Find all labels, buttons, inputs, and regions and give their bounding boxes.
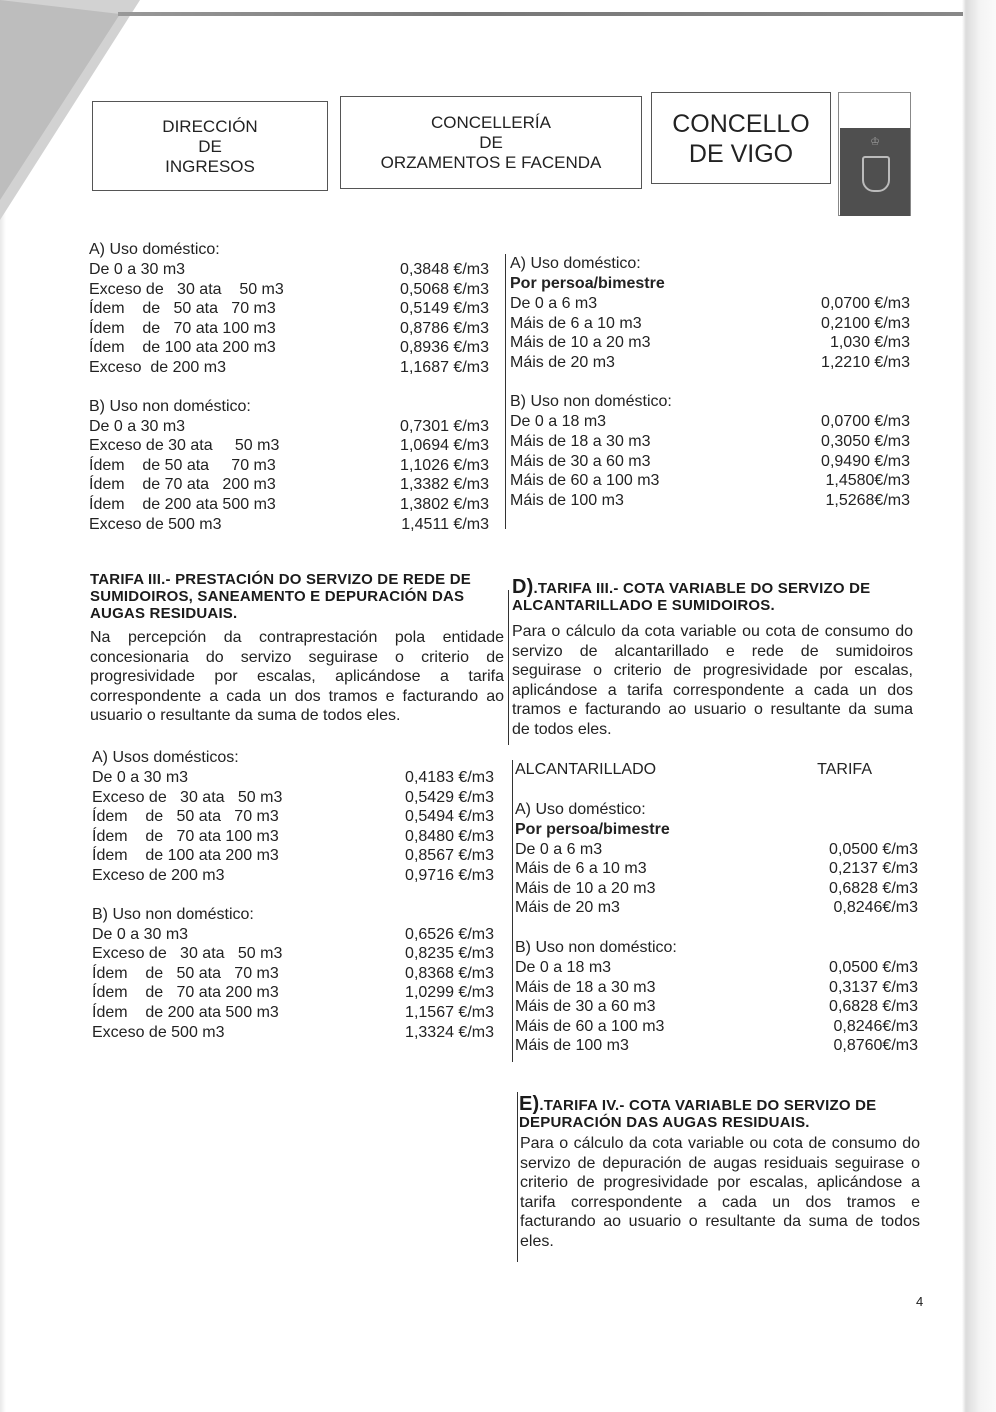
tariff-price: 1,030 €/m3	[829, 334, 910, 352]
tariff-row	[515, 978, 918, 998]
section-title: A) Usos domésticos:	[92, 749, 239, 766]
header-box-concello	[651, 92, 831, 184]
tariff-range: Ídem de 70 ata 200 m3	[89, 476, 276, 494]
tariff-range: Máis de 6 a 10 m3	[510, 314, 642, 332]
heading-line: AUGAS RESIDUAIS.	[90, 605, 238, 622]
tariff-range: Exceso de 200 m3	[89, 358, 226, 376]
tariff-row	[92, 983, 494, 1003]
tariff-price: 0,8936 €/m3	[400, 339, 489, 357]
tariff-price: 0,0500 €/m3	[829, 840, 918, 858]
header-text: DE	[198, 137, 222, 156]
tariff-row	[92, 1023, 494, 1043]
heading-line: TARIFA III.- PRESTACIÓN DO SERVIZO DE REDE DE	[90, 571, 471, 588]
tariff-price: 0,6828 €/m3	[829, 998, 918, 1016]
heading-prefix: D)	[512, 576, 534, 598]
tariff-row	[515, 859, 918, 879]
crown-icon: ♔	[870, 136, 880, 148]
tariff-range: Máis de 60 a 100 m3	[510, 472, 660, 490]
paragraph-line: seguirase o criterio de progresividade por escalas,	[512, 662, 913, 680]
heading-line: DEPURACIÓN DAS AUGAS RESIDUAIS.	[519, 1114, 810, 1131]
tariff-range: Exceso de 500 m3	[92, 1023, 225, 1041]
tariff-range: Máis de 20 m3	[515, 899, 620, 917]
tariff-range: De 0 a 18 m3	[515, 958, 612, 976]
tariff-price: 0,0700 €/m3	[821, 413, 910, 431]
tariff-row	[515, 879, 918, 899]
section-title: B) Uso non doméstico:	[92, 905, 254, 923]
tariff-range: Máis de 100 m3	[510, 491, 624, 509]
tarifa-d-heading	[512, 576, 914, 614]
tariff-row	[510, 412, 910, 432]
tariff-price: 0,8246€/m3	[833, 1017, 918, 1035]
tariff-row	[515, 840, 918, 860]
tariff-price: 0,5068 €/m3	[400, 280, 489, 298]
tariff-range: De 0 a 30 m3	[89, 261, 186, 278]
tariff-price: 0,8235 €/m3	[405, 945, 494, 963]
tariff-price: 1,3324 €/m3	[405, 1023, 494, 1041]
tariff-range: Máis de 18 a 30 m3	[510, 432, 651, 450]
tariff-row	[510, 314, 910, 334]
section-subtitle: Por persoa/bimestre	[515, 820, 670, 838]
tariff-range: Exceso de 30 ata 50 m3	[92, 945, 283, 963]
section-title: A) Uso doméstico:	[89, 241, 220, 258]
tariff-range: Máis de 20 m3	[510, 353, 615, 371]
paragraph-line: aplicándose a tarifa correspondente a cada un dos	[512, 681, 913, 699]
tariff-row	[89, 319, 489, 339]
paragraph-line: Para o cálculo da cota variable ou cota de consumo do	[512, 623, 913, 640]
tariff-price: 0,8567 €/m3	[405, 847, 494, 865]
tariff-price: 0,9490 €/m3	[821, 452, 910, 470]
tariff-list	[92, 925, 494, 1043]
tariff-price: 0,9716 €/m3	[405, 866, 494, 884]
tariff-price: 1,1687 €/m3	[400, 358, 489, 376]
tariff-range: Máis de 10 a 20 m3	[515, 879, 656, 897]
tarifa-e-paragraph	[520, 1134, 920, 1252]
paragraph-line: Para o cálculo da cota variable ou cota de consumo do	[520, 1135, 920, 1152]
tariff-row	[92, 827, 494, 847]
tariff-row	[89, 338, 489, 358]
tarifa-iii-tariffs	[92, 748, 494, 1042]
tariff-row	[89, 417, 489, 437]
heading-line: ALCANTARILLADO E SUMIDOIROS.	[512, 597, 775, 614]
tariff-list	[515, 958, 918, 1056]
tariff-price: 1,4580€/m3	[825, 472, 910, 490]
tarifa-d-paragraph	[512, 622, 913, 740]
column-divider-bottom	[517, 1092, 518, 1262]
tariff-price: 0,2137 €/m3	[829, 860, 918, 878]
header-text: ORZAMENTOS E FACENDA	[380, 153, 602, 172]
tariff-price: 1,4511 €/m3	[401, 515, 489, 533]
paragraph-line: eles.	[520, 1232, 554, 1250]
paragraph-line: criterio de progresividade por escalas, aplicándose a	[520, 1174, 920, 1192]
paragraph-lines	[512, 622, 913, 720]
tariff-price: 0,0700 €/m3	[821, 295, 910, 312]
tarifa-d-tariffs	[515, 760, 918, 1056]
tarifa-iii-paragraph	[90, 628, 504, 726]
header-text: INGRESOS	[165, 157, 255, 176]
tariff-price: 0,8480 €/m3	[405, 827, 494, 845]
tariff-row	[92, 944, 494, 964]
tariff-range: Máis de 60 a 100 m3	[515, 1017, 665, 1035]
tariff-range: Máis de 6 a 10 m3	[515, 860, 647, 878]
header-text: DIRECCIÓN	[162, 117, 258, 136]
tariff-range: Exceso de 500 m3	[89, 515, 222, 533]
tariff-range: Exceso de 30 ata 50 m3	[89, 437, 280, 455]
tariff-range: Ídem de 70 ata 100 m3	[89, 319, 276, 337]
section-title: B) Uso non doméstico:	[89, 397, 251, 415]
paragraph-line: servizo de alcantarillado e rede de sumidoiros	[512, 642, 913, 660]
tariff-list	[515, 840, 918, 918]
header-text: CONCELLERÍA	[431, 113, 551, 132]
section-title: B) Uso non doméstico:	[510, 393, 672, 411]
tariff-price: 1,5268€/m3	[825, 491, 910, 509]
tariff-range: Exceso de 200 m3	[92, 866, 225, 884]
tariff-range: Ídem de 50 ata 70 m3	[92, 964, 279, 982]
page-number: 4	[916, 1294, 924, 1309]
tariff-price: 0,2100 €/m3	[821, 314, 910, 332]
tariff-row	[510, 491, 910, 511]
tariff-price: 0,5149 €/m3	[400, 300, 489, 318]
tariff-row	[510, 353, 910, 373]
tariff-row	[515, 1017, 918, 1037]
tariff-range: De 0 a 6 m3	[515, 840, 603, 858]
tariff-row	[92, 964, 494, 984]
tariff-range: Máis de 18 a 30 m3	[515, 978, 656, 996]
tariff-range: Ídem de 50 ata 70 m3	[92, 808, 279, 826]
tariff-range: De 0 a 30 m3	[92, 925, 189, 943]
tariff-range: Máis de 30 a 60 m3	[510, 452, 651, 470]
column-divider-top	[505, 254, 506, 529]
tariff-price: 1,1567 €/m3	[405, 1003, 494, 1021]
tariff-row	[89, 299, 489, 319]
tariff-range: De 0 a 18 m3	[510, 413, 607, 431]
tariff-row	[92, 768, 494, 788]
tariff-row	[92, 1003, 494, 1023]
tariff-row	[92, 866, 494, 886]
tariff-price: 1,3802 €/m3	[400, 495, 489, 513]
tariff-price: 1,3382 €/m3	[400, 476, 489, 494]
paragraph-lines	[520, 1134, 920, 1232]
heading-prefix: E)	[519, 1093, 540, 1115]
left-top-tariffs	[89, 240, 489, 534]
tariff-price: 0,0500 €/m3	[829, 958, 918, 976]
tariff-row	[92, 788, 494, 808]
tariff-range: Exceso de 30 ata 50 m3	[89, 280, 284, 298]
tarifa-iii-heading	[90, 571, 505, 622]
tariff-price: 1,0299 €/m3	[405, 984, 494, 1002]
tariff-range: Ídem de 70 ata 100 m3	[92, 827, 279, 845]
tariff-row	[92, 807, 494, 827]
tariff-row	[89, 495, 489, 515]
tariff-range: Máis de 100 m3	[515, 1037, 629, 1055]
heading-line: .TARIFA IV.- COTA VARIABLE DO SERVIZO DE	[539, 1097, 877, 1114]
tariff-row	[515, 1036, 918, 1056]
tariff-row	[89, 475, 489, 495]
tariff-range: Ídem de 50 ata 70 m3	[89, 456, 276, 474]
column-headers	[515, 760, 918, 780]
tariff-row	[510, 333, 910, 353]
tariff-row	[510, 294, 910, 314]
tariff-list	[92, 768, 494, 886]
tariff-price: 0,8246€/m3	[833, 899, 918, 917]
column-divider-middle	[508, 590, 509, 745]
tariff-row	[515, 997, 918, 1017]
column-header-tarifa: TARIFA	[817, 761, 872, 778]
scan-top-edge	[118, 12, 963, 16]
tariff-row	[510, 471, 910, 491]
tariff-row	[92, 846, 494, 866]
tariff-price: 0,8760€/m3	[833, 1037, 918, 1055]
tariff-price: 1,2210 €/m3	[821, 353, 910, 371]
header-box-concelleria	[340, 96, 642, 189]
tariff-range: Máis de 30 a 60 m3	[515, 998, 656, 1016]
header-box-direccion	[92, 101, 328, 191]
tariff-range: Ídem de 70 ata 200 m3	[92, 984, 279, 1002]
tariff-price: 0,5429 €/m3	[405, 788, 494, 806]
tariff-price: 0,3137 €/m3	[829, 978, 918, 996]
paragraph-line: concesionaria do servizo seguirase o criterio de	[90, 648, 504, 666]
paragraph-line: tarifa correspondente a cada un dos tramos e	[520, 1193, 920, 1211]
tariff-row	[515, 958, 918, 978]
tariff-range: Máis de 10 a 20 m3	[510, 334, 651, 352]
tariff-row	[89, 436, 489, 456]
tariff-price: 1,1026 €/m3	[400, 456, 489, 474]
coat-of-arms-icon	[840, 128, 910, 216]
tariff-list	[510, 294, 910, 372]
tariff-row	[89, 515, 489, 535]
section-title: A) Uso doméstico:	[510, 255, 641, 272]
tariff-range: De 0 a 6 m3	[510, 295, 598, 312]
tariff-range: Exceso de 30 ata 50 m3	[92, 788, 283, 806]
paragraph-line: tramos e facturando ao usuario o resultante da suma	[512, 701, 913, 719]
paragraph-line: Na percepción da contraprestación pola entidade	[90, 629, 504, 646]
column-header-alcantarillado: ALCANTARILLADO	[515, 761, 657, 778]
tariff-row	[89, 260, 489, 280]
tariff-list	[89, 417, 489, 535]
tariff-row	[510, 452, 910, 472]
paragraph-line: facturando ao usuario o resultante da suma de todos	[520, 1213, 920, 1231]
column-divider-lower	[512, 760, 513, 1062]
paragraph-line: servizo de depuración de augas residuais seguirase o	[520, 1154, 920, 1172]
paragraph-line: usuario o resultante da suma de todos eles.	[90, 707, 401, 725]
tariff-row	[89, 280, 489, 300]
tariff-range: De 0 a 30 m3	[92, 769, 189, 786]
section-subtitle: Por persoa/bimestre	[510, 275, 665, 292]
coat-of-arms-box	[838, 92, 911, 216]
paragraph-line: progresividade por escalas, aplicándose a tarifa	[90, 668, 504, 686]
tariff-row	[89, 456, 489, 476]
tariff-price: 0,4183 €/m3	[405, 769, 494, 786]
tariff-price: 1,0694 €/m3	[400, 437, 489, 455]
tariff-row	[89, 358, 489, 378]
tariff-list	[510, 412, 910, 510]
tariff-price: 0,8786 €/m3	[400, 319, 489, 337]
right-top-tariffs	[510, 254, 910, 510]
tariff-list	[89, 260, 489, 378]
tariff-range: Ídem de 50 ata 70 m3	[89, 300, 276, 318]
heading-line: SUMIDOIROS, SANEAMENTO E DEPURACIÓN DAS	[90, 588, 465, 605]
tariff-price: 0,3848 €/m3	[400, 261, 489, 278]
section-title: B) Uso non doméstico:	[515, 938, 677, 956]
tariff-price: 0,7301 €/m3	[400, 417, 489, 435]
tariff-row	[92, 925, 494, 945]
tariff-range: Ídem de 200 ata 500 m3	[89, 495, 276, 513]
section-title: A) Uso doméstico:	[515, 800, 646, 818]
tariff-price: 0,6828 €/m3	[829, 879, 918, 897]
header-text: CONCELLO	[672, 110, 810, 138]
tariff-row	[515, 898, 918, 918]
header-text: DE VIGO	[688, 140, 794, 168]
tariff-range: Ídem de 100 ata 200 m3	[92, 847, 279, 865]
tariff-price: 0,6526 €/m3	[405, 925, 494, 943]
header-text: DE	[479, 133, 503, 152]
tariff-row	[510, 432, 910, 452]
shield-icon	[862, 156, 890, 192]
tariff-range: Ídem de 200 ata 500 m3	[92, 1003, 279, 1021]
tariff-range: Ídem de 100 ata 200 m3	[89, 339, 276, 357]
heading-line: .TARIFA III.- COTA VARIABLE DO SERVIZO DE	[533, 580, 871, 597]
tarifa-e-heading	[519, 1093, 921, 1131]
paragraph-lines	[90, 628, 504, 706]
tariff-price: 0,5494 €/m3	[405, 808, 494, 826]
tariff-price: 0,8368 €/m3	[405, 964, 494, 982]
tariff-price: 0,3050 €/m3	[821, 432, 910, 450]
paragraph-line: correspondente a cada un dos tramos e facturando ao	[90, 687, 504, 705]
tariff-range: De 0 a 30 m3	[89, 417, 186, 435]
paragraph-line: de todos eles.	[512, 720, 612, 738]
